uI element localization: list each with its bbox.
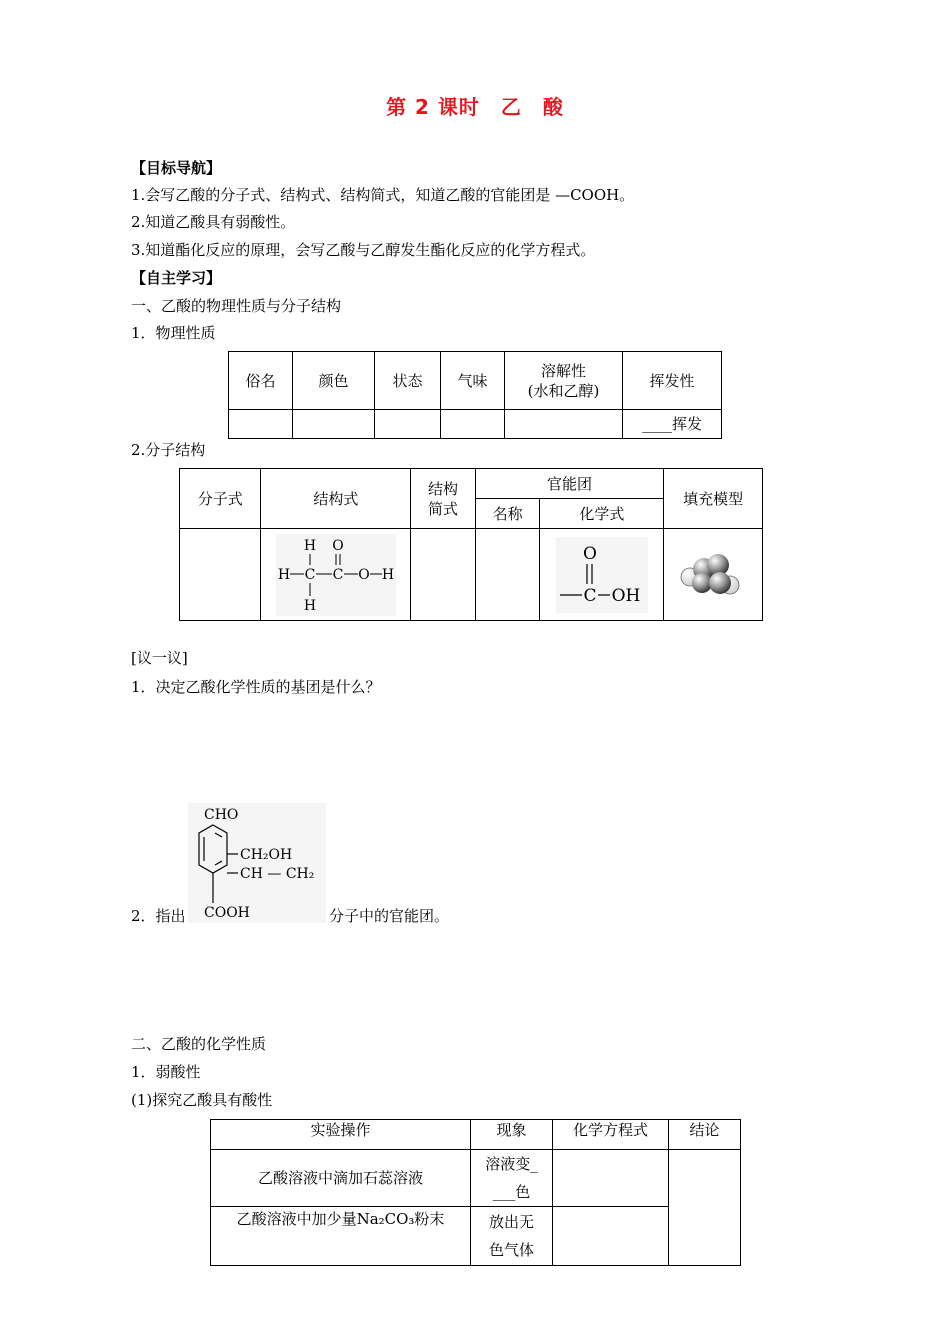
cell-solubility[interactable]	[505, 410, 623, 439]
atom-h-right: H	[381, 566, 394, 583]
mol-chch2: CH — CH₂	[240, 866, 315, 882]
th-solubility-line2: (水和乙醇)	[527, 381, 600, 400]
atom-h-top: H	[303, 537, 316, 554]
th-condensed-line2: 简式	[428, 499, 459, 518]
th-color: 颜色	[293, 352, 375, 410]
th-functional-group: 官能团	[475, 469, 663, 499]
th-condensed-formula	[411, 469, 476, 529]
th-phenomenon: 现象	[471, 1120, 553, 1150]
section2-title: 二、乙酸的化学性质	[131, 1035, 267, 1053]
goal-item-3: 3.知道酯化反应的原理，会写乙酸与乙醇发生酯化反应的化学方程式。	[131, 241, 596, 259]
th-state: 状态	[375, 352, 441, 410]
functional-group-molecule	[188, 803, 326, 923]
cell-odor[interactable]	[441, 410, 505, 439]
row2-phenomenon-line2: 色气体	[488, 1241, 534, 1259]
physical-properties-table	[228, 351, 722, 439]
th-fg-name: 名称	[475, 499, 540, 529]
th-space-filling-model: 填充模型	[664, 469, 763, 529]
th-volatility: 挥发性	[623, 352, 722, 410]
goal-item-1: 1.会写乙酸的分子式、结构式、结构简式，知道乙酸的官能团是 —COOH。	[131, 186, 635, 204]
acetic-acid-structure	[276, 534, 396, 616]
row2-phenomenon	[471, 1207, 553, 1266]
sub-weak-acidity: 1．弱酸性	[131, 1063, 201, 1081]
row2-equation[interactable]	[553, 1207, 669, 1266]
cell-common-name[interactable]	[229, 410, 293, 439]
goals-header: 【目标导航】	[131, 159, 222, 177]
atom-c1: C	[304, 566, 316, 583]
mol-cooh: COOH	[204, 905, 250, 921]
acidity-experiment-table	[210, 1119, 741, 1266]
th-common-name: 俗名	[229, 352, 293, 410]
study-header: 【自主学习】	[131, 269, 222, 287]
row2-operation: 乙酸溶液中加少量Na₂CO₃粉末	[211, 1207, 471, 1266]
atom-h-bottom: H	[303, 597, 316, 614]
atom-oh: OH	[611, 585, 641, 606]
row1-phenomenon-line1: 溶液变_	[485, 1155, 538, 1173]
row1-phenomenon[interactable]	[471, 1150, 553, 1207]
th-condensed-line1: 结构	[428, 479, 459, 498]
space-filling-model-image	[678, 547, 748, 603]
th-operation: 实验操作	[211, 1120, 471, 1150]
row2-phenomenon-line1: 放出无	[488, 1213, 534, 1231]
goal-item-2: 2.知道乙酸具有弱酸性。	[131, 213, 296, 231]
page-title: 第 2 课时 乙 酸	[386, 95, 564, 119]
atom-o-top: O	[332, 537, 344, 554]
section1-title: 一、乙酸的物理性质与分子结构	[131, 297, 342, 315]
mol-ch2oh: CH₂OH	[240, 847, 293, 863]
atom-c: C	[583, 585, 597, 606]
th-solubility-line1: 溶解性	[540, 361, 586, 380]
discuss-question-1: 1．决定乙酸化学性质的基团是什么？	[131, 678, 381, 696]
th-odor: 气味	[441, 352, 505, 410]
discuss-header: [议一议]	[131, 649, 188, 667]
cell-structural-formula	[261, 529, 411, 621]
sub-molecular-structure: 2.分子结构	[131, 441, 206, 459]
th-molecular-formula: 分子式	[180, 469, 261, 529]
cell-color[interactable]	[293, 410, 375, 439]
cell-volatility[interactable]: ____挥发	[623, 410, 722, 439]
th-fg-formula: 化学式	[540, 499, 664, 529]
th-solubility	[505, 352, 623, 410]
th-conclusion: 结论	[669, 1120, 741, 1150]
cell-conclusion[interactable]	[669, 1150, 741, 1266]
atom-o-right: O	[358, 566, 370, 583]
cell-fg-formula	[540, 529, 664, 621]
molecular-structure-table	[179, 468, 763, 621]
mol-cho: CHO	[204, 807, 239, 823]
discuss-question-2-suffix: 分子中的官能团。	[329, 907, 450, 925]
carboxyl-group-structure	[556, 537, 648, 613]
th-structural-formula: 结构式	[261, 469, 411, 529]
th-equation: 化学方程式	[553, 1120, 669, 1150]
discuss-question-2-prefix: 2．指出	[131, 907, 186, 925]
cell-condensed-formula[interactable]	[411, 529, 476, 621]
cell-state[interactable]	[375, 410, 441, 439]
atom-c2: C	[332, 566, 344, 583]
row1-operation: 乙酸溶液中滴加石蕊溶液	[211, 1150, 471, 1207]
sub-physical: 1．物理性质	[131, 324, 216, 342]
atom-h-left: H	[277, 566, 290, 583]
cell-fg-name[interactable]	[475, 529, 540, 621]
atom-o: O	[582, 543, 597, 564]
cell-space-filling-model	[664, 529, 763, 621]
sub-explore-acidity: (1)探究乙酸具有酸性	[131, 1091, 273, 1109]
row1-phenomenon-line2: ___色	[492, 1183, 531, 1201]
cell-molecular-formula[interactable]	[180, 529, 261, 621]
row1-equation[interactable]	[553, 1150, 669, 1207]
